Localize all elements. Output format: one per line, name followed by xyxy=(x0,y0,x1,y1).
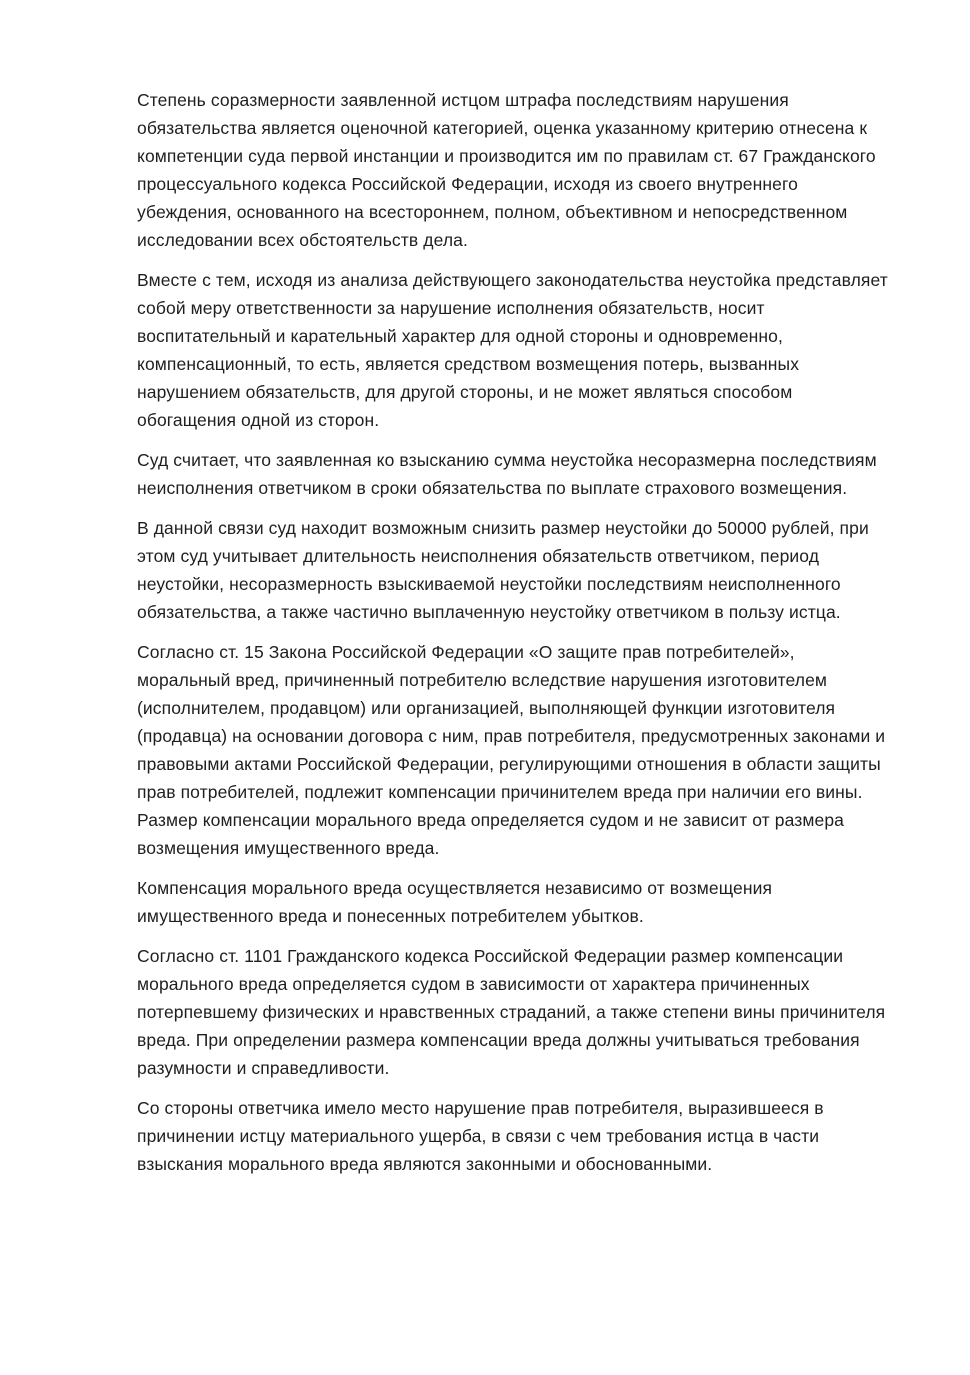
paragraph: Компенсация морального вреда осуществляется независимо от возмещения имущественного вреда и понесенных потребителем убытков. xyxy=(137,878,773,926)
paragraph: Согласно ст. 1101 Гражданского кодекса Российской Федерации размер компенсации морального вреда определяется судом в зависимости от характера причиненных потерпевшему физических и нравственных страданий, а также степени вины причинителя вреда. При определении размера компенсации вреда должны учитываться требования разумности и справедливости. xyxy=(137,946,886,1078)
document-text-block xyxy=(137,86,892,1178)
paragraph: Со стороны ответчика имело место нарушение прав потребителя, выразившееся в причинении истцу материального ущерба, в связи с чем требования истца в части взыскания морального вреда являются законными и обоснованными. xyxy=(137,1098,824,1174)
paragraph: Согласно ст. 15 Закона Российской Федерации «О защите прав потребителей», моральный вред, причиненный потребителю вследствие нарушения изготовителем (исполнителем, продавцом) или организацией, выполняющей функции изготовителя (продавца) на основании договора с ним, прав потребителя, предусмотренных законами и правовыми актами Российской Федерации, регулирующими отношения в области защиты прав потребителей, подлежит компенсации причинителем вреда при наличии его вины. Размер компенсации морального вреда определяется судом и не зависит от размера возмещения имущественного вреда. xyxy=(137,642,886,858)
paragraph: Суд считает, что заявленная ко взысканию сумма неустойка несоразмерна последствиям неисполнения ответчиком в сроки обязательства по выплате страхового возмещения. xyxy=(137,450,877,498)
paragraph: Вместе с тем, исходя из анализа действующего законодательства неустойка представляет собой меру ответственности за нарушение исполнения обязательств, носит воспитательный и карательный характер для одной стороны и одновременно, компенсационный, то есть, является средством возмещения потерь, вызванных нарушением обязательств, для другой стороны, и не может являться способом обогащения одной из сторон. xyxy=(137,270,888,430)
paragraph: Степень соразмерности заявленной истцом штрафа последствиям нарушения обязательства является оценочной категорией, оценка указанному критерию отнесена к компетенции суда первой инстанции и производится им по правилам ст. 67 Гражданского процессуального кодекса Российской Федерации, исходя из своего внутреннего убеждения, основанного на всестороннем, полном, объективном и непосредственном исследовании всех обстоятельств дела. xyxy=(137,90,876,250)
paragraph: В данной связи суд находит возможным снизить размер неустойки до 50000 рублей, при этом суд учитывает длительность неисполнения обязательств ответчиком, период неустойки, несоразмерность взыскиваемой неустойки последствиям неисполненного обязательства, а также частично выплаченную неустойку ответчиком в пользу истца. xyxy=(137,518,869,622)
